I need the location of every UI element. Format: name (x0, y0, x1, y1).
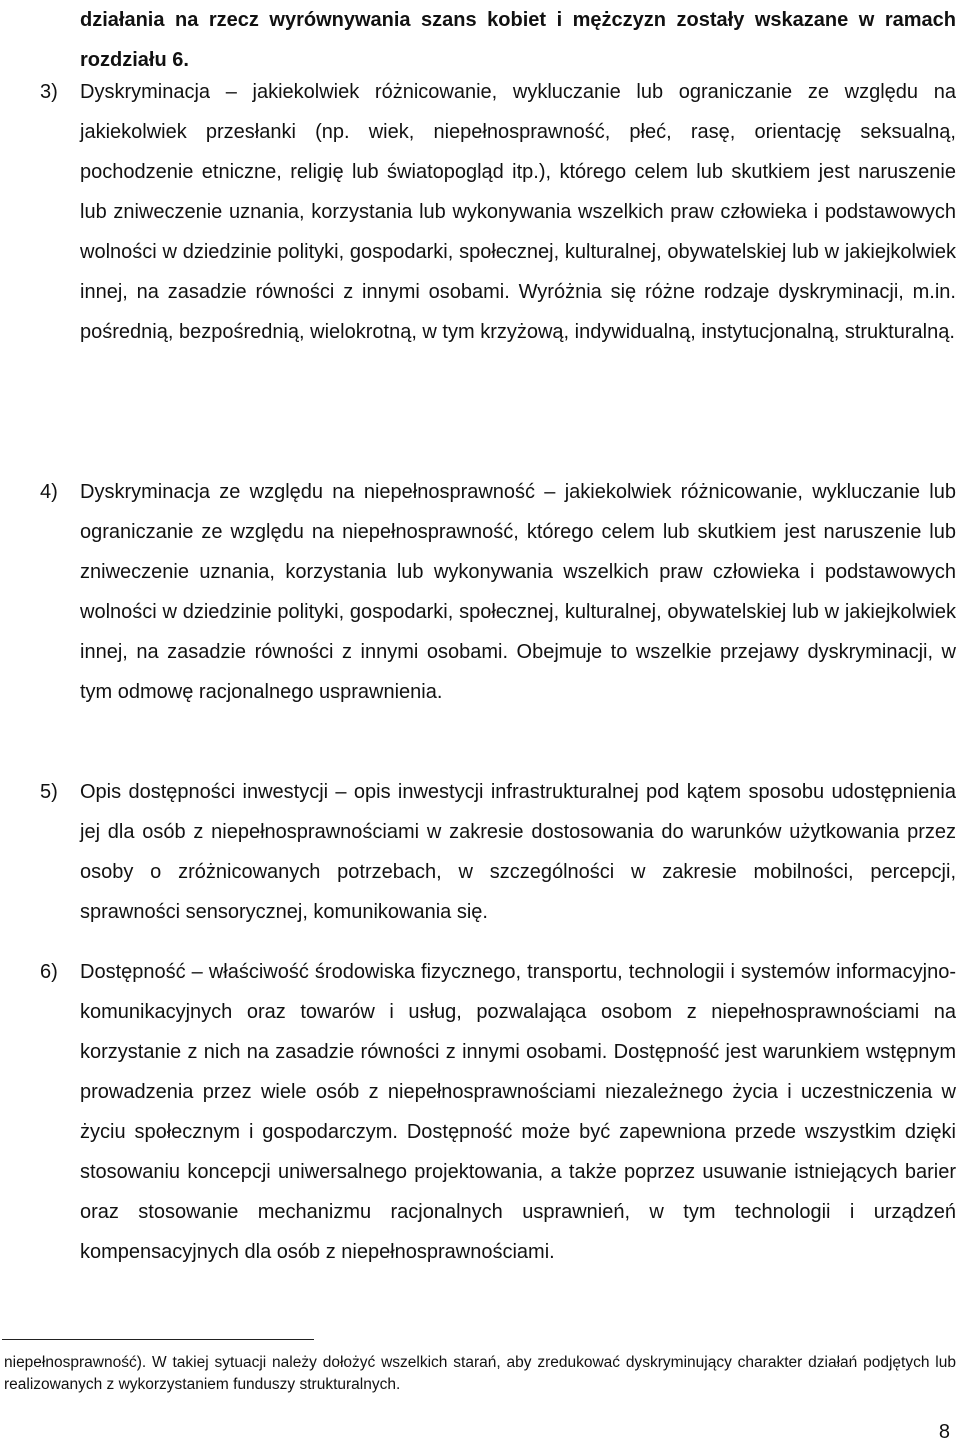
item-text: Dyskryminacja – jakiekolwiek różnicowanie, wykluczanie lub ograniczanie ze względu na jakiekolwiek przesłanki (np. wiek, niepełnosprawność, płeć, rasę, orientację seksualną, pochodzenie etniczne, religię lub światopogląd itp.), którego celem lub skutkiem jest naruszenie lub zniweczenie uznania, korzystania lub wykonywania wszelkich praw człowieka i podstawowych wolności w dziedzinie polityki, gospodarki, społecznej, kulturalnej, obywatelskiej lub w jakiejkolwiek innej, na zasadzie równości z innymi osobami. Wyróżnia się różne rodzaje dyskryminacji, m.in. pośrednią, bezpośrednią, wielokrotną, w tym krzyżową, indywidualną, instytucjonalną, strukturalną. (80, 81, 956, 343)
item-number: 3) (40, 81, 58, 103)
definition-item-6 (40, 952, 956, 1272)
page-number: 8 (938, 1421, 950, 1443)
intro-paragraph: działania na rzecz wyrównywania szans kobiet i mężczyzn zostały wskazane w ramach rozdziału 6. (80, 9, 956, 71)
footnote-separator (2, 1339, 314, 1340)
item-text: Opis dostępności inwestycji – opis inwestycji infrastrukturalnej pod kątem sposobu udostępnienia jej dla osób z niepełnosprawnościami w zakresie dostosowania do warunków użytkowania przez osoby o zróżnicowanych potrzebach, w szczególności w zakresie mobilności, percepcji, sprawności sensorycznej, komunikowania się. (80, 781, 956, 923)
item-text: Dyskryminacja ze względu na niepełnosprawność – jakiekolwiek różnicowanie, wykluczanie lub ograniczanie ze względu na niepełnosprawność, którego celem lub skutkiem jest naruszenie lub zniweczenie uznania, korzystania lub wykonywania wszelkich praw człowieka i podstawowych wolności w dziedzinie polityki, gospodarki, społecznej, kulturalnej, obywatelskiej lub w jakiejkolwiek innej, na zasadzie równości z innymi osobami. Obejmuje to wszelkie przejawy dyskryminacji, w tym odmowę racjonalnego usprawnienia. (80, 481, 956, 703)
item-number: 6) (40, 961, 58, 983)
definition-item-3 (40, 72, 956, 352)
definition-item-5 (40, 772, 956, 932)
item-text: Dostępność – właściwość środowiska fizycznego, transportu, technologii i systemów informacyjno-komunikacyjnych oraz towarów i usług, pozwalająca osobom z niepełnosprawnościami na korzystanie z nich na zasadzie równości z innymi osobami. Dostępność jest warunkiem wstępnym prowadzenia przez wiele osób z niepełnosprawnościami niezależnego życia i uczestniczenia w życiu społecznym i gospodarczym. Dostępność może być zapewniona przede wszystkim dzięki stosowaniu koncepcji uniwersalnego projektowania, a także poprzez usuwanie istniejących barier oraz stosowanie mechanizmu racjonalnych usprawnień, w tym technologii i urządzeń kompensacyjnych dla osób z niepełnosprawnościami. (80, 961, 956, 1263)
footnote-text: niepełnosprawność). W takiej sytuacji należy dołożyć wszelkich starań, aby zredukować dyskryminujący charakter działań podjętych lub realizowanych z wykorzystaniem funduszy strukturalnych. (4, 1354, 956, 1393)
item-number: 4) (40, 481, 58, 503)
definition-item-4 (40, 472, 956, 712)
item-number: 5) (40, 781, 58, 803)
